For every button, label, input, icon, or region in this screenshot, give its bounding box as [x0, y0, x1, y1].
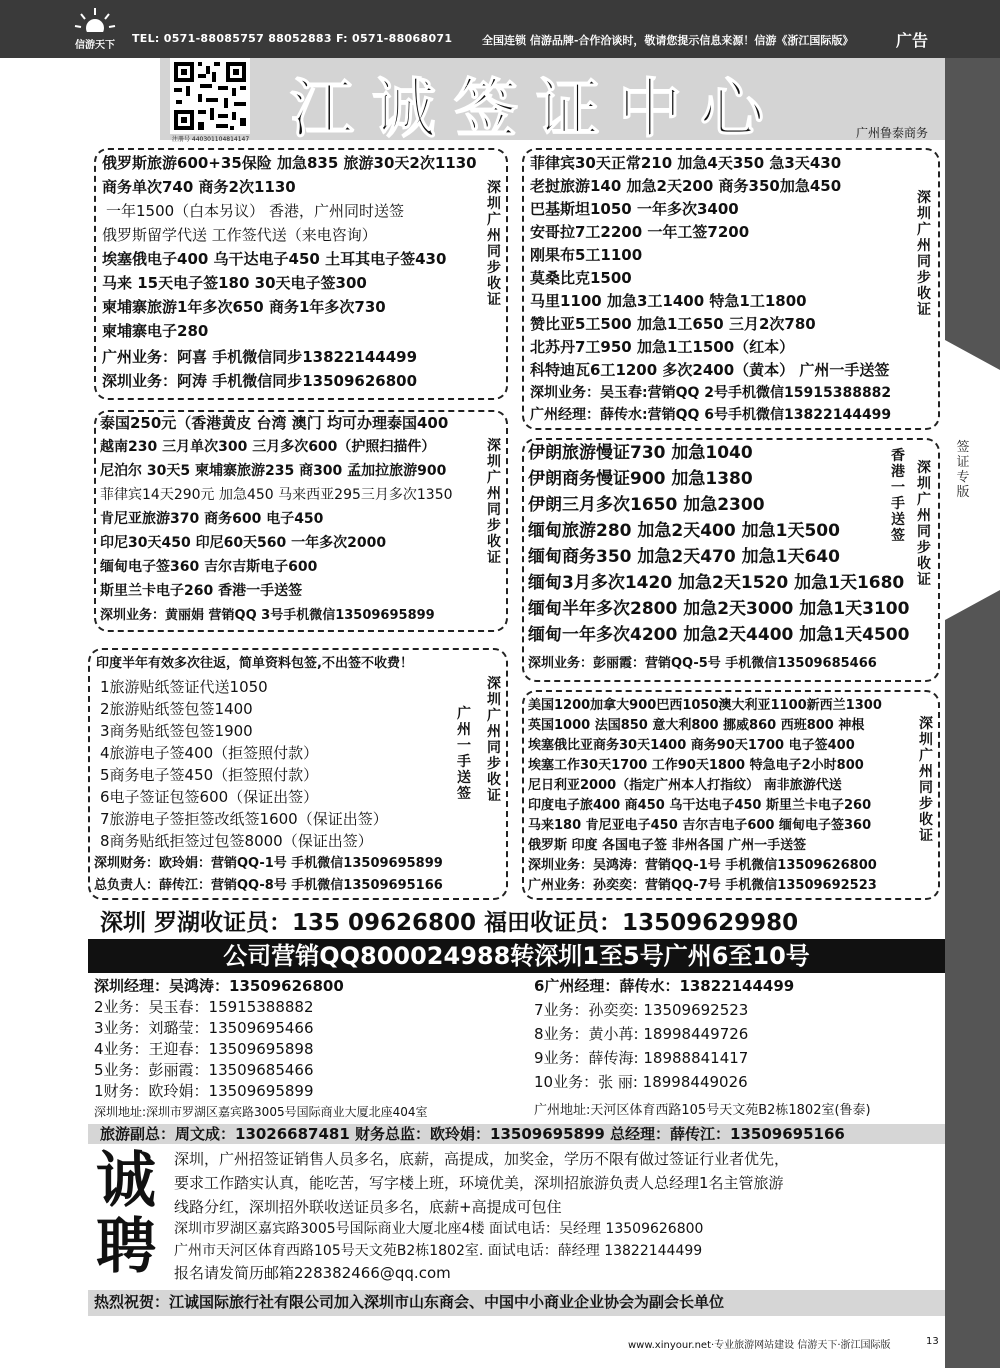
list-item: 缅甸半年多次2800 加急2天3000 加急1天3100 [528, 599, 910, 619]
header-subtitle: 广州鲁泰商务 [856, 126, 929, 140]
contacts-left [88, 976, 528, 1124]
side-label: 深圳广州同步收证 [919, 716, 933, 844]
recruit-line: 线路分红，深圳招外联收送证员多名，底薪+高提成可包住 [174, 1198, 562, 1216]
list-item: 肯尼亚旅游370 商务600 电子450 [100, 511, 324, 527]
side-label: 深圳广州同步收证 [487, 438, 501, 566]
side-label: 广州一手送签 [457, 706, 471, 802]
list-item: 缅甸一年多次4200 加急2天4400 加急1天4500 [528, 625, 910, 645]
list-item: 深圳业务：彭丽霞：营销QQ-5号 手机微信13509685466 [528, 656, 877, 671]
top-bar [0, 0, 1000, 58]
recruit-char-2: 聘 [96, 1212, 156, 1282]
list-item: 英国1000 法国850 意大利800 挪威860 西班800 神根 [528, 718, 865, 733]
western-visa-box [522, 690, 940, 900]
list-item: 印度半年有效多次往返，简单资料包签,不出签不收费！ [96, 656, 413, 671]
list-item: 印度电子旅400 商450 乌干达电子450 斯里兰卡电子260 [528, 798, 872, 813]
list-item: 巴基斯坦1050 一年多次3400 [530, 200, 739, 218]
list-item: 广州业务：孙奕奕：营销QQ-7号 手机微信13509692523 [528, 878, 877, 893]
list-item: 伊朗商务慢证900 加急1380 [528, 469, 753, 489]
list-item: 总负责人：薛传江：营销QQ-8号 手机微信13509695166 [94, 878, 443, 893]
list-item: 缅甸电子签360 吉尔吉斯电子600 [100, 559, 318, 575]
list-item: 缅甸3月多次1420 加急2天1520 加急1天1680 [528, 573, 905, 593]
recruit-char-1: 诚 [96, 1146, 156, 1216]
list-item: 5业务：彭丽霞：13509685466 [94, 1061, 314, 1079]
qq-bar: 公司营销QQ800024988转深圳1至5号广州6至10号 [88, 939, 945, 973]
list-item: 伊朗三月多次1650 加急2300 [528, 495, 765, 515]
list-item: 深圳业务：阿涛 手机微信同步13509626800 [102, 372, 418, 390]
list-item: 8业务：黄小苒: 18998449726 [534, 1025, 749, 1043]
list-item: 俄罗斯留学代送 工作签代送（来电咨询） [102, 226, 377, 244]
managers-text: 旅游副总：周文成：13026687481 财务总监：欧玲娟：13509695899 总经理：薛传江：13509695166 [100, 1125, 845, 1143]
list-item: 8商务贴纸拒签过包签8000（保证出签） [100, 832, 373, 850]
list-item: 1财务：欧玲娟：13509695899 [94, 1082, 314, 1100]
list-item: 6广州经理：薛传水：13822144499 [534, 977, 795, 995]
list-item: 广州经理：薛传水:营销QQ 6号手机微信13822144499 [530, 407, 892, 423]
list-item: 莫桑比克1500 [530, 269, 632, 287]
list-item: 10业务：张 丽: 18998449026 [534, 1073, 748, 1091]
list-item: 9业务：薛传海: 18988841417 [534, 1049, 749, 1067]
address: 广州地址:天河区体育西路105号天文苑B2栋1802室(鲁泰) [534, 1103, 871, 1118]
recruit-line: 深圳，广州招签证销售人员多名，底薪，高提成，加奖金，学历不限有做过签证行业者优先， [174, 1150, 790, 1168]
list-item: 俄罗斯 印度 各国电子签 非州各国 广州一手送签 [528, 838, 807, 853]
list-item: 7旅游电子签拒签改纸签1600（保证出签） [100, 810, 388, 828]
list-item: 深圳业务：吴玉春:营销QQ 2号手机微信15915388882 [530, 385, 892, 401]
managers-bar [88, 1124, 945, 1144]
list-item: 深圳财务：欧玲娟：营销QQ-1号 手机微信13509695899 [94, 856, 443, 871]
list-item: 尼泊尔 30天5 柬埔寨旅游235 商300 孟加拉旅游900 [100, 463, 447, 479]
recruit-line: 要求工作踏实认真，能吃苦，写字楼上班，环境优美，深圳招旅游负责人总经理1名主管旅游 [174, 1174, 784, 1192]
list-item: 柬埔寨旅游1年多次650 商务1年多次730 [102, 298, 386, 316]
list-item: 马里1100 加急3工1400 特急1工1800 [530, 292, 807, 310]
contact-tel: TEL: 0571-88085757 88052883 F: 0571-88068071 [132, 32, 453, 45]
list-item: 商务单次740 商务2次1130 [102, 178, 296, 196]
list-item: 北苏丹7工950 加急1工1500（红本） [530, 338, 795, 356]
list-item: 尼日利亚2000（指定广州本人打指纹） 南非旅游代送 [528, 778, 842, 793]
list-item: 埃塞俄电子400 乌干达电子450 土耳其电子签430 [102, 250, 447, 268]
side-label: 深圳广州同步收证 [487, 676, 501, 804]
side-badge: 签证专版 [956, 440, 970, 500]
list-item: 菲律宾30天正常210 加急4天350 急3天430 [530, 154, 842, 172]
list-item: 刚果布5工1100 [530, 246, 643, 264]
logo-text: 信游天下 [75, 40, 115, 51]
collectors-line: 深圳 罗湖收证员：135 09626800 福田收证员：13509629980 [100, 910, 799, 936]
contacts-right [530, 976, 945, 1124]
recruit-line: 广州市天河区体育西路105号天文苑B2栋1802室. 面试电话：薛经理 13822144499 [174, 1243, 703, 1259]
side-label: 香港一手送签 [891, 448, 905, 544]
qr-code-icon [170, 58, 250, 134]
list-item: 一年1500（白本另议） 香港，广州同时送签 [106, 202, 404, 220]
logo [66, 6, 124, 50]
list-item: 赞比亚5工500 加急1工650 三月2次780 [530, 315, 816, 333]
list-item: 马来180 肯尼亚电子450 吉尔吉电子600 缅甸电子签360 [528, 818, 872, 833]
list-item: 6电子签证包签600（保证出签） [100, 788, 319, 806]
recruit-line: 深圳市罗湖区嘉宾路3005号国际商业大厦北座4楼 面试电话：吴经理 13509626800 [174, 1221, 704, 1237]
footer-site: www.xinyour.net·专业旅游网站建设 信游天下·浙江国际版 [628, 1340, 891, 1351]
congrats-bar [88, 1290, 945, 1316]
list-item: 菲律宾14天290元 加急450 马来西亚295三月多次1350 [100, 487, 453, 503]
side-label: 深圳广州同步收证 [917, 460, 931, 588]
list-item: 印尼30天450 印尼60天560 一年多次2000 [100, 535, 387, 551]
list-item: 越南230 三月单次300 三月多次600（护照扫描件） [100, 439, 436, 455]
list-item: 美国1200加拿大900巴西1050澳大利亚1100新西兰1300 [528, 698, 882, 713]
list-item: 1旅游贴纸签证代送1050 [100, 678, 268, 696]
page-title: 江诚签证中心 [290, 73, 782, 147]
list-item: 泰国250元（香港黄皮 台湾 澳门 均可办理泰国400 [100, 414, 449, 432]
list-item: 柬埔寨电子280 [102, 322, 209, 340]
list-item: 埃塞工作30天1700 工作90天1800 特急电子2小时800 [528, 758, 864, 773]
list-item: 缅甸商务350 加急2天470 加急1天640 [528, 547, 840, 567]
africa-asia-visa-box [522, 148, 940, 430]
congrats-text: 热烈祝贺：江诚国际旅行社有限公司加入深圳市山东商会、中国中小商业企业协会为副会长单位 [94, 1293, 725, 1311]
india-visa-box [88, 648, 508, 900]
recruit-section [88, 1146, 945, 1286]
address: 深圳地址:深圳市罗湖区嘉宾路3005号国际商业大厦北座404室 [94, 1105, 428, 1119]
list-item: 安哥拉7工2200 一年工签7200 [530, 223, 750, 241]
list-item: 深圳经理：吴鸿涛：13509626800 [94, 977, 344, 995]
list-item: 缅甸旅游280 加急2天400 加急1天500 [528, 521, 840, 541]
list-item: 2旅游贴纸签包签1400 [100, 700, 253, 718]
side-label: 深圳广州同步收证 [487, 180, 501, 308]
list-item: 4业务：王迎春：13509695898 [94, 1040, 314, 1058]
list-item: 斯里兰卡电子260 香港一手送签 [100, 583, 303, 599]
right-margin [945, 58, 1000, 1368]
list-item: 伊朗旅游慢证730 加急1040 [528, 443, 753, 463]
list-item: 3商务贴纸签包签1900 [100, 722, 253, 740]
list-item: 深圳业务：吴鸿涛：营销QQ-1号 手机微信13509626800 [528, 858, 877, 873]
list-item: 4旅游电子签400（拒签照付款） [100, 744, 319, 762]
list-item: 7业务：孙奕奕: 13509692523 [534, 1001, 749, 1019]
page-number: 13 [926, 1336, 939, 1347]
list-item: 马来 15天电子签180 30天电子签300 [102, 274, 367, 292]
list-item: 老挝旅游140 加急2天200 商务350加急450 [530, 177, 842, 195]
iran-myanmar-visa-box [522, 438, 940, 682]
list-item: 3业务：刘璐莹：13509695466 [94, 1019, 314, 1037]
list-item: 5商务电子签450（拒签照付款） [100, 766, 319, 784]
list-item: 埃塞俄比亚商务30天1400 商务90天1700 电子签400 [528, 738, 855, 753]
list-item: 俄罗斯旅游600+35保险 加急835 旅游30天2次1130 [102, 154, 477, 172]
southeast-asia-visa-box [94, 410, 508, 632]
recruit-email: 报名请发简历邮箱228382466@qq.com [174, 1264, 451, 1282]
notice-text: 全国连锁 信游品牌-合作洽谈时，敬请您提示信息来源！信游《浙江国际版》 [482, 34, 854, 47]
list-item: 2业务：吴玉春：15915388882 [94, 998, 314, 1016]
list-item: 广州业务：阿喜 手机微信同步13822144499 [102, 348, 418, 366]
qr-caption: 注册号 440301104814147 [172, 136, 250, 143]
qr-code [170, 58, 250, 134]
side-label: 深圳广州同步收证 [917, 190, 931, 318]
list-item: 科特迪瓦6工1200 多次2400（黄本） 广州一手送签 [530, 361, 890, 379]
russia-visa-box [94, 148, 508, 400]
list-item: 深圳业务：黄丽娟 营销QQ 3号手机微信13509695899 [100, 608, 435, 623]
ad-label: 广告 [896, 31, 929, 50]
